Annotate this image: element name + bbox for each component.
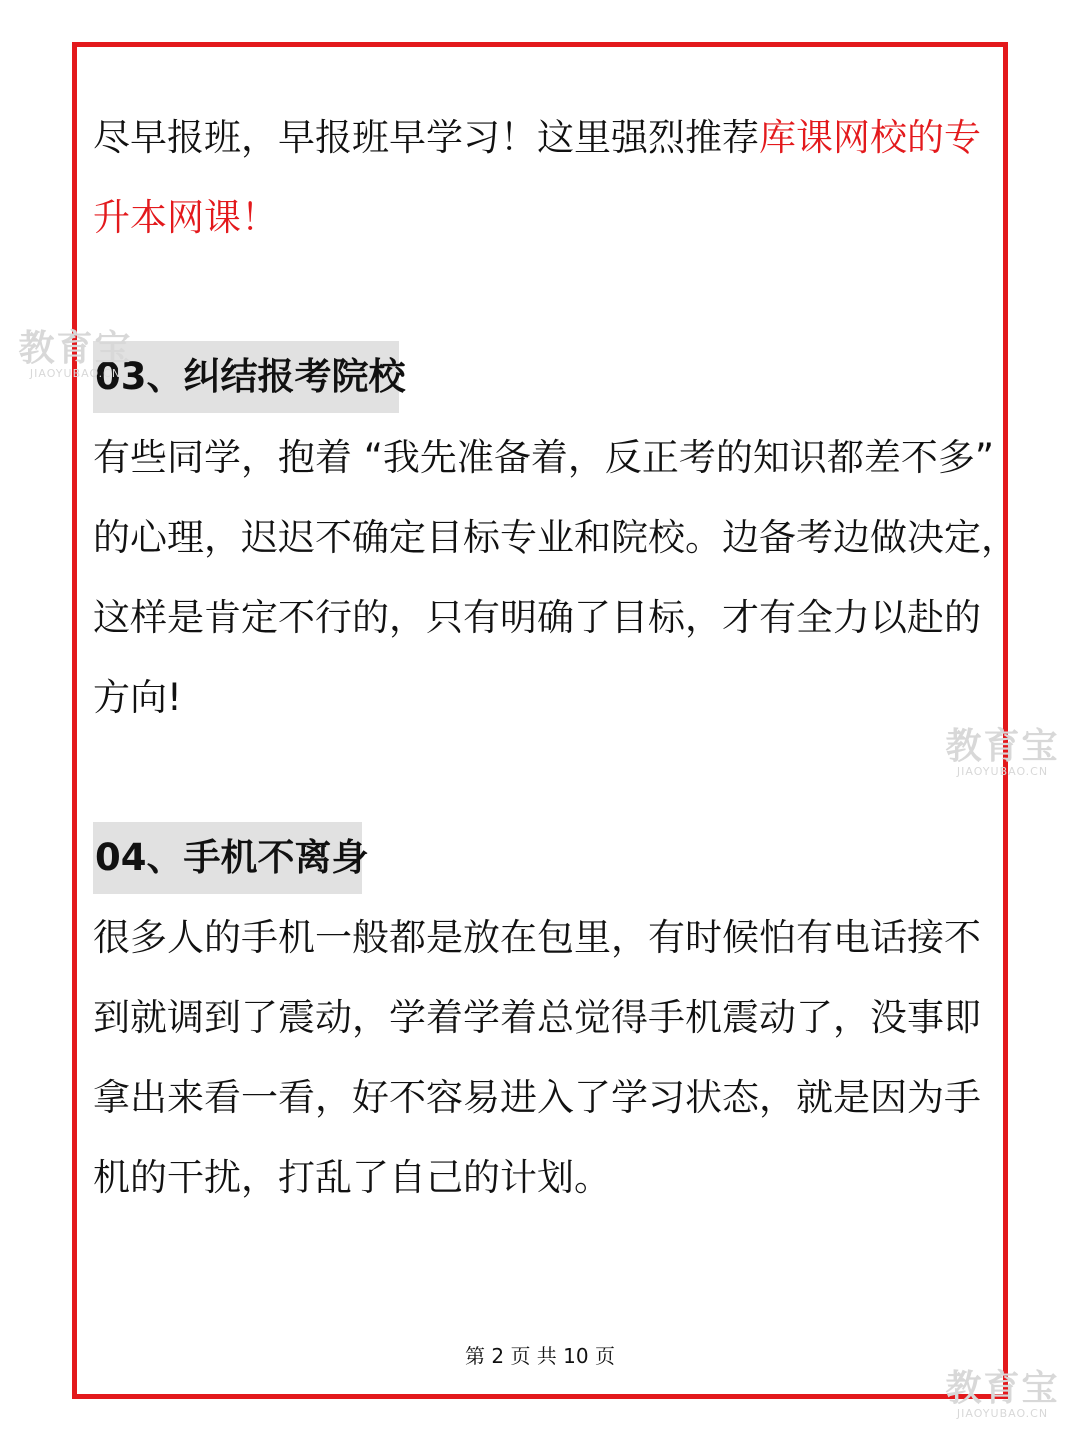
section-4-body xyxy=(93,898,993,1218)
intro-paragraph xyxy=(93,98,993,258)
section-4-line: 到就调到了震动，学着学着总觉得手机震动了，没事即 xyxy=(93,996,981,1039)
watermark-en: JIAOYUBAO.CN xyxy=(29,367,122,380)
intro-line-1 xyxy=(93,98,993,178)
watermark-cn: 教育宝 xyxy=(945,726,1060,767)
watermark-en: JIAOYUBAO.CN xyxy=(956,765,1049,778)
section-3-line: 方向! xyxy=(93,676,182,719)
page-number: 第 2 页 共 10 页 xyxy=(465,1344,615,1368)
section-3-line: 的心理，迟迟不确定目标专业和院校。边备考边做决定， xyxy=(93,516,1018,559)
intro-highlight-2: 升本网课！ xyxy=(93,196,278,239)
watermark-en: JIAOYUBAO.CN xyxy=(956,1407,1049,1420)
watermark-cn: 教育宝 xyxy=(945,1368,1060,1409)
section-4-line: 很多人的手机一般都是放在包里，有时候怕有电话接不 xyxy=(93,916,981,959)
section-3-body xyxy=(93,418,1018,738)
section-3-heading: 03、纠结报考院校 xyxy=(93,341,399,413)
section-3-line: 这样是肯定不行的，只有明确了目标，才有全力以赴的 xyxy=(93,596,981,639)
section-4-line: 拿出来看一看，好不容易进入了学习状态，就是因为手 xyxy=(93,1076,981,1119)
intro-text: 尽早报班，早报班早学习！这里强烈推荐 xyxy=(93,116,759,159)
intro-highlight: 库课网校的专 xyxy=(759,116,981,159)
section-4-line: 机的干扰，打乱了自己的计划。 xyxy=(93,1156,611,1199)
watermark-cn: 教育宝 xyxy=(18,328,133,369)
section-4-heading: 04、手机不离身 xyxy=(93,822,362,894)
section-3-line: 有些同学，抱着 “我先准备着，反正考的知识都差不多” xyxy=(93,436,995,479)
